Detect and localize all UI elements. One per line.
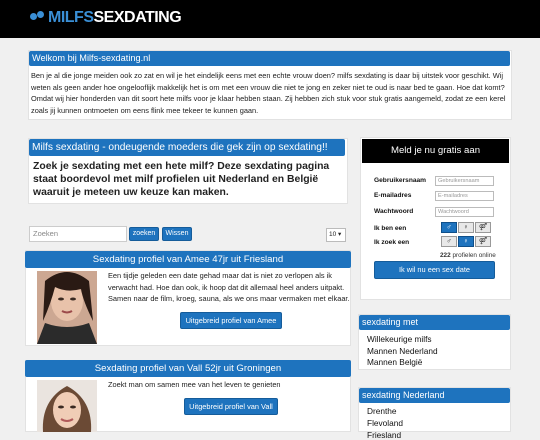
site-header — [0, 0, 540, 38]
search-input[interactable]: Zoeken — [29, 226, 127, 242]
sidebar-link[interactable]: Flevoland — [367, 418, 403, 428]
email-label: E-mailadres — [374, 192, 412, 199]
seek-couple-icon[interactable]: ⚤ — [475, 236, 491, 247]
profile-description: Zoekt man om samen mee van het leven te genieten — [108, 380, 281, 389]
intro-title: Welkom bij Milfs-sexdating.nl — [32, 53, 151, 63]
sidebar-link[interactable]: Drenthe — [367, 406, 397, 416]
profile-photo-image — [37, 271, 97, 344]
online-count — [440, 252, 496, 259]
sidebar-title: sexdating Nederland — [362, 390, 445, 400]
signup-submit-button[interactable]: Ik wil nu een sex date — [374, 261, 495, 279]
seek-male-icon[interactable]: ♂ — [441, 236, 457, 247]
sidebar-link[interactable]: Mannen België — [367, 357, 423, 367]
sidebar-title-bar — [359, 315, 510, 330]
main-title: Milfs sexdating - ondeugende moeders die gek zijn op sexdating!! — [32, 142, 328, 153]
profile-title: Sexdating profiel van Amee 47jr uit Friesland — [92, 254, 284, 265]
online-count-number: 222 — [440, 252, 451, 259]
iam-male-icon[interactable]: ♂ — [441, 222, 457, 233]
sidebar-title: sexdating met — [362, 317, 419, 327]
username-field[interactable]: Gebruikersnaam — [435, 176, 494, 186]
profile-title-bar — [25, 360, 351, 377]
profile-photo-image — [37, 380, 97, 432]
signup-title: Meld je nu gratis aan — [362, 139, 509, 163]
profile-details-button[interactable]: Uitgebreid profiel van Vall — [184, 398, 278, 415]
email-field[interactable]: E-mailadres — [435, 191, 494, 201]
profile-photo[interactable] — [37, 380, 97, 432]
iam-couple-icon[interactable]: ⚤ — [475, 222, 491, 233]
sidebar-link[interactable]: Mannen Nederland — [367, 346, 438, 356]
logo-text-part1: MILFS — [48, 9, 94, 26]
search-button[interactable]: zoeken — [129, 227, 159, 241]
iam-label: Ik ben een — [374, 225, 407, 232]
profile-photo[interactable] — [37, 271, 97, 344]
iam-female-icon[interactable]: ♀ — [458, 222, 474, 233]
profile-details-button[interactable]: Uitgebreid profiel van Amee — [180, 312, 282, 329]
sidebar-link[interactable]: Willekeurige milfs — [367, 334, 432, 344]
intro-title-bar — [29, 51, 510, 66]
profile-title-bar — [25, 251, 351, 268]
seek-label: Ik zoek een — [374, 239, 410, 246]
main-title-bar — [29, 139, 345, 156]
profile-title: Sexdating profiel van Vall 52jr uit Groningen — [94, 363, 282, 374]
clear-button[interactable]: Wissen — [162, 227, 192, 241]
password-field[interactable]: Wachtwoord — [435, 207, 494, 217]
site-logo[interactable] — [30, 6, 181, 30]
logo-text-part2: SEXDATING — [93, 9, 182, 26]
online-count-suffix: profielen online — [452, 252, 496, 259]
username-label: Gebruikersnaam — [374, 177, 427, 184]
sidebar-title-bar — [359, 388, 510, 403]
profile-description: Een tijdje geleden een date gehad maar dat is niet zo verlopen als ik verwacht had. Hoe dan ook, ik hoop dat dit allemaal heel anders uitpakt. Samen naar de film, kroeg, sauna, als we ons maar vermaken met elkaar. — [108, 271, 350, 304]
intro-text: Ben je al die jonge meiden ook zo zat en wil je het eindelijk eens met een echte vrouw doen? milfs sexdating is daar bij uitstek voor geschikt. Wij weten als geen ander hoe ongelooflijk makkelijk het is om met een vrouw die niet te jong en zeker niet te oud is naar bed te gaan. Hoe dat komt? Omdat wij hier honderden van dit soort hete milfs voor je klaar hebben staan. Zij hebben zich stuk voor stuk gratis aangemeld, zodat ze een kerel zoals jij kunnen ontmoeten om eens flink mee tekeer te kunnen gaan. — [31, 71, 506, 115]
main-lead-text: Zoek je sexdating met een hete milf? Deze sexdating pagina staat boordevol met milf profielen uit Nederland en België waaruit je meteen uw keuze kan maken. — [33, 161, 330, 198]
logo-hearts-icon — [30, 11, 46, 25]
sidebar-link[interactable]: Friesland — [367, 430, 402, 440]
password-label: Wachtwoord — [374, 208, 414, 215]
seek-female-icon[interactable]: ♀ — [458, 236, 474, 247]
per-page-select[interactable]: 10 ▾ — [326, 228, 346, 242]
